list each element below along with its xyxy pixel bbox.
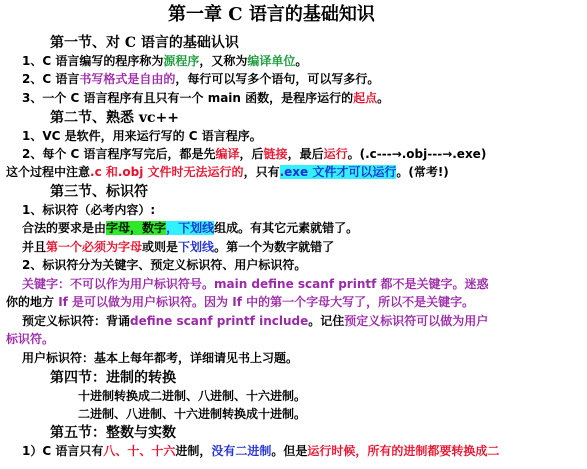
section-3-heading: 第三节、标识符 [50, 184, 148, 200]
chapter-title: 第一章 C 语言的基础知识 [168, 4, 375, 25]
s5-line-1: 1）C 语言只有八、十、十六进制，没有二进制。但是运行时候，所有的进制都要转换成二 [22, 444, 500, 458]
s3-line-4: 2、标识符分为关键字、预定义标识符、用户标识符。 [22, 258, 307, 272]
s4-line-2: 二进制、八进制、十六进制转换成十进制。 [78, 407, 307, 421]
s3-line-2: 合法的要求是由字母，数字，下划线组成。有其它元素就错了。 [22, 221, 359, 235]
s1-line-2: 2、C 语言书写格式是自由的，每行可以写多个语句，可以写多行。 [22, 72, 380, 86]
s3-line-9: 用户标识符：基本上每年都考，详细请见书上习题。 [22, 351, 299, 365]
s3-line-6: 你的地方 If 是可以做为用户标识符。因为 If 中的第一个字母大写了，所以不是关键字。 [6, 295, 475, 309]
section-2-heading: 第二节、熟悉 vc++ [50, 110, 179, 126]
s3-line-1: 1、标识符（必考内容）: [22, 203, 156, 217]
s3-line-8: 标识符。 [6, 332, 55, 346]
s3-line-3: 并且第一个必须为字母或则是下划线。第一个为数字就错了 [22, 240, 335, 254]
s3-line-7: 预定义标识符：背诵define scanf printf include。记住预定义标识符可以做为用户 [22, 314, 489, 328]
s3-line-5: 关键字：不可以作为用户标识符号。main define scanf printf 都不是关键字。迷惑 [22, 277, 489, 291]
s1-line-3: 3、一个 C 语言程序有且只有一个 main 函数，是程序运行的起点。 [22, 91, 390, 105]
s2-line-1: 1、VC 是软件，用来运行写的 C 语言程序。 [22, 129, 262, 143]
s2-line-2: 2、每个 C 语言程序写完后，都是先编译，后链接，最后运行。(.c---→.obj---→.exe) [22, 147, 487, 161]
s1-line-1: 1、C 语言编写的程序称为源程序，又称为编译单位。 [22, 54, 308, 68]
section-4-heading: 第四节：进制的转换 [50, 370, 176, 386]
s4-line-1: 十进制转换成二进制、八进制、十六进制。 [78, 389, 307, 403]
s2-line-3: 这个过程中注意.c 和.obj 文件时无法运行的，只有.exe 文件才可以运行。(常考!) [6, 165, 449, 179]
section-1-heading: 第一节、对 C 语言的基础认识 [50, 35, 239, 51]
section-5-heading: 第五节：整数与实数 [50, 425, 176, 441]
